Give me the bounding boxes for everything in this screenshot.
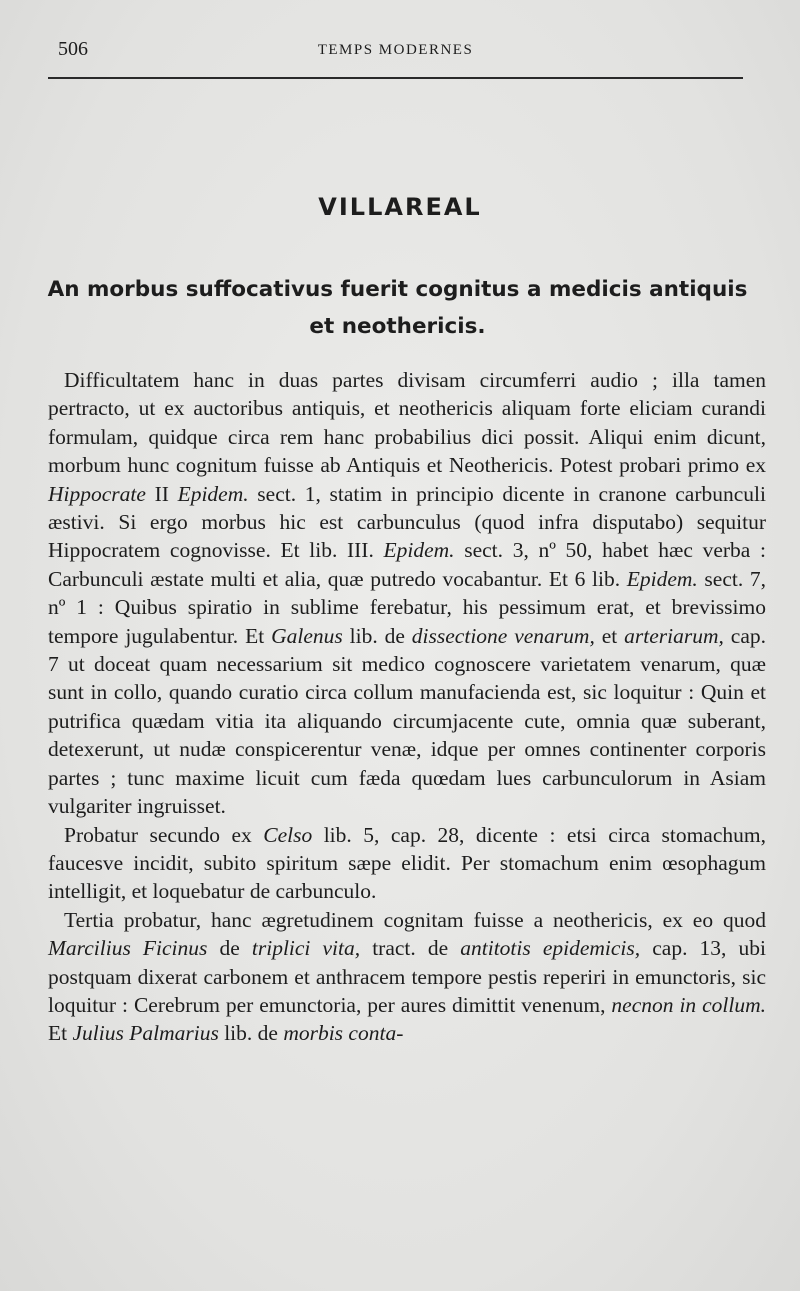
text-segment: cap. 13, ubi postquam dixerat carbonem et anthracem tempore pestis reperiri in emunctoris, sic loquitur : Cerebrum per emunctoria, per aures dimittit venenum, xyxy=(48,936,766,1017)
author-heading: VILLAREAL xyxy=(318,193,482,221)
article-title xyxy=(40,271,755,345)
text-segment: Difficultatem hanc in duas partes divisam circumferri audio ; illa tamen pertracto, ut ex auctoribus antiquis, et neothericis aliquam forte eliciam curandi formulam, quidque circa rem hanc probabilius dici possit. Aliqui enim dicunt, morbum hunc cognitum fuisse ab Antiquis et Neothericis. Potest probari primo ex xyxy=(48,368,766,478)
paragraph xyxy=(48,906,766,1048)
italic-reference: triplici vita, xyxy=(251,936,361,961)
text-segment: tract. de xyxy=(360,936,461,961)
italic-reference: Epidem. xyxy=(383,538,455,563)
italic-reference: arteriarum, xyxy=(624,623,724,648)
text-segment: sect. 7, nº 1 : Quibus spiratio in sublime ferebatur, his pessimum erat, et brevissimo tempore jugulabentur. Et xyxy=(48,566,766,648)
text-segment: lib. de xyxy=(342,623,412,648)
text-segment: cap. 7 ut doceat quam necessarium sit medico cognoscere varietatem venarum, quæ sunt in collo, quando curatio circa collum manufacienda est, sic loquitur : Quin et putrifica quædam vitia ita aliquando circumjacente cute, omnia quæ suberant, detexerunt, ut nudæ conspicerentur venæ, idque per omnes continenter corporis partes ; tunc maxime licuit cum fæda quœdam lues carbunculorum in Asiam vulgariter ingruisset. xyxy=(48,623,766,819)
italic-reference: Celso xyxy=(263,822,313,847)
italic-reference: Hippocrate xyxy=(48,481,146,506)
text-segment: Probatur secundo ex xyxy=(64,822,264,847)
paragraph xyxy=(48,821,766,906)
italic-reference: antitotis epidemicis, xyxy=(460,936,641,961)
body-text xyxy=(48,366,766,1048)
text-segment: et xyxy=(594,623,625,648)
italic-reference: Marcilius Ficinus xyxy=(48,936,208,961)
text-segment: sect. 1, statim in principio dicente in cranone carbunculi æstivi. Si ergo morbus hic est carbunculus (quod infra disputabo) sequitur Hippocratem cognovisse. Et lib. III. xyxy=(48,481,766,563)
text-segment: lib. 5, cap. 28, dicente : etsi circa stomachum, faucesve incidit, subito spiritum sæpe elidit. Per stomachum enim œsophagum intelligit, et loquebatur de carbunculo. xyxy=(48,822,766,904)
article-title-line-2: et neothericis. xyxy=(309,314,486,339)
running-title: TEMPS MODERNES xyxy=(317,42,474,58)
italic-reference: morbis conta- xyxy=(283,1021,404,1046)
running-head xyxy=(48,38,743,62)
text-segment: II xyxy=(145,481,178,506)
italic-reference: necnon in collum. xyxy=(611,992,767,1017)
paragraph xyxy=(48,366,766,821)
italic-reference: Julius Palmarius xyxy=(72,1021,219,1046)
article-title-line-1: An morbus suffocativus fuerit cognitus a medicis antiquis xyxy=(47,277,748,302)
text-segment: lib. de xyxy=(218,1021,284,1046)
text-segment: Tertia probatur, hanc ægretudinem cognitam fuisse a neothericis, ex eo quod xyxy=(64,907,766,932)
text-segment: sect. 3, nº 50, habet hæc verba : Carbunculi æstate multi et alia, quæ putredo vocabantur. Et 6 lib. xyxy=(48,538,766,591)
page-number: 506 xyxy=(58,38,88,60)
text-segment: Et xyxy=(48,1021,73,1046)
italic-reference: Galenus xyxy=(271,623,343,648)
header-rule xyxy=(48,77,743,79)
italic-reference: dissectione venarum, xyxy=(411,623,595,648)
italic-reference: Epidem. xyxy=(177,481,249,506)
italic-reference: Epidem. xyxy=(626,566,698,591)
text-segment: de xyxy=(207,936,252,961)
